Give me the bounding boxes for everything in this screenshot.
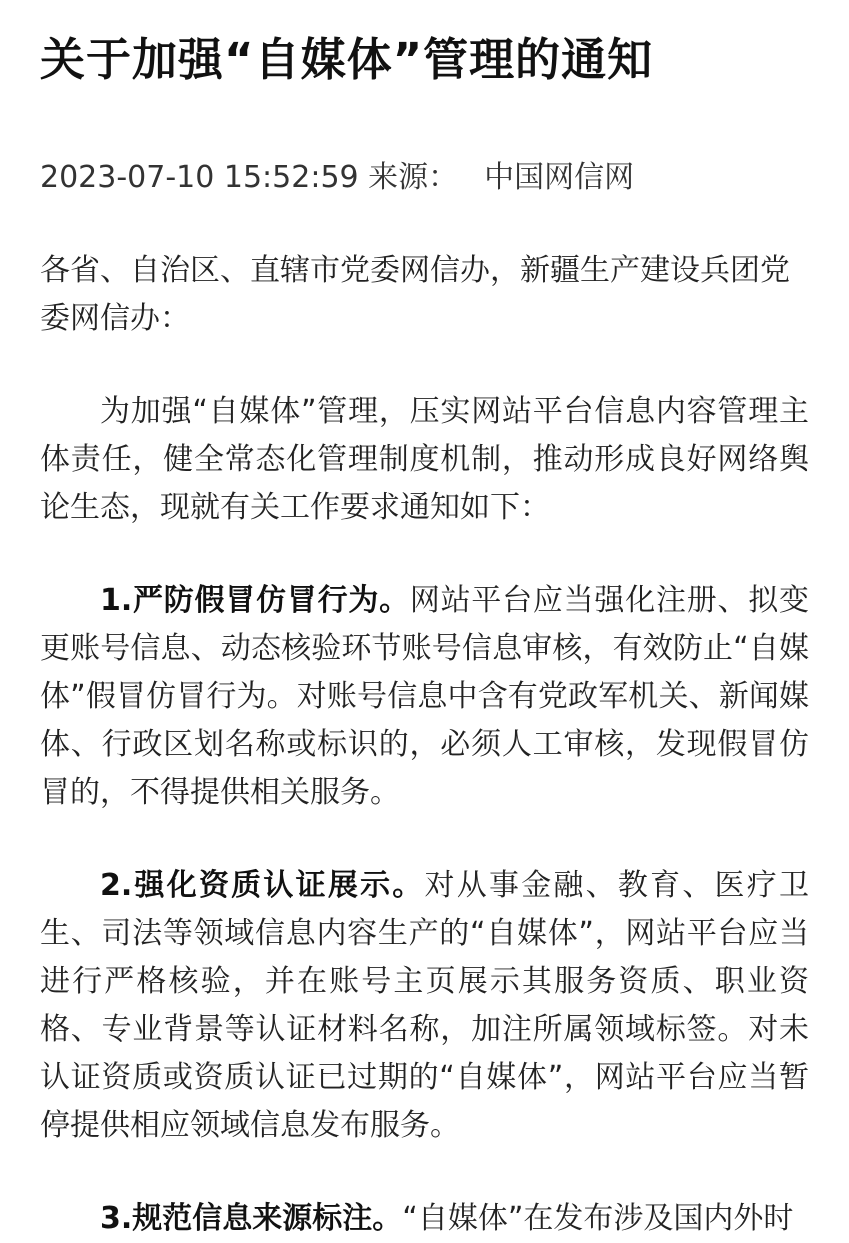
source-name: 中国网信网 [484,160,635,195]
section-paragraph [40,577,809,817]
publish-datetime: 2023-07-10 15:52:59 [40,160,359,195]
section-heading: 2.强化资质认证展示。 [100,868,425,903]
article-title: 关于加强“自媒体”管理的通知 [40,33,654,86]
section-body: “自媒体”在发布涉及国内外时 [402,1201,794,1236]
article-meta [40,158,809,198]
section-heading: 3.规范信息来源标注。 [100,1201,403,1236]
section-body: 网站平台应当强化注册、拟变更账号信息、动态核验环节账号信息审核，有效防止“自媒体”假冒仿冒行为。对账号信息中含有党政军机关、新闻媒体、行政区划名称或标识的，必须人工审核，发现假冒仿冒的，不得提供相关服务。 [40,583,809,810]
intro-paragraph: 为加强“自媒体”管理，压实网站平台信息内容管理主体责任，健全常态化管理制度机制，推动形成良好网络舆论生态，现就有关工作要求通知如下： [40,394,809,525]
section-heading: 1.严防假冒仿冒行为。 [100,583,410,618]
section-paragraph [40,862,809,1150]
source-label: 来源： [368,160,459,195]
addressee: 各省、自治区、直辖市党委网信办，新疆生产建设兵团党委网信办： [40,253,790,336]
section-paragraph [40,1195,809,1243]
section-body: 对从事金融、教育、医疗卫生、司法等领域信息内容生产的“自媒体”，网站平台应当进行严格核验，并在账号主页展示其服务资质、职业资格、专业背景等认证材料名称，加注所属领域标签。对未认证资质或资质认证已过期的“自媒体”，网站平台应当暂停提供相应领域信息发布服务。 [40,868,810,1143]
